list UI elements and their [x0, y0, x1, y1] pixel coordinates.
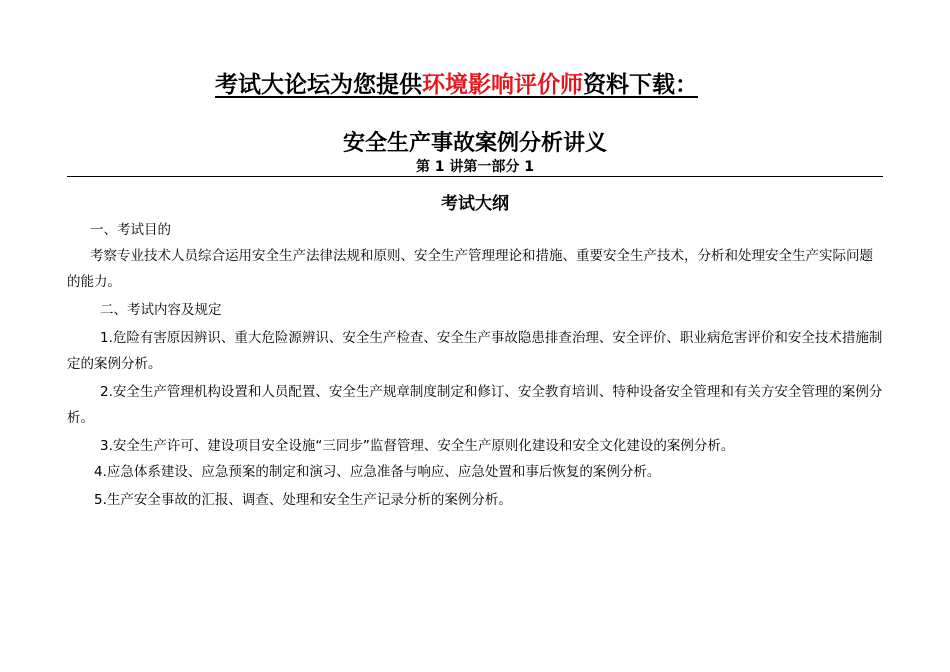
list-item-2: 2.安全生产管理机构设置和人员配置、安全生产规章制度制定和修订、安全教育培训、特种设备安全管理和有关方安全管理的案例分析。: [67, 384, 883, 426]
banner-suffix: 资料下载：: [583, 71, 698, 98]
document-subtitle: 第 1 讲第一部分 1: [415, 159, 535, 175]
banner-prefix: 考试大论坛为您提供: [215, 71, 422, 98]
list-item-1: 1.危险有害原因辨识、重大危险源辨识、安全生产检查、安全生产事故隐患排查治理、安全评价、职业病危害评价和安全技术措施制定的案例分析。: [67, 330, 883, 372]
download-banner[interactable]: [215, 66, 698, 99]
header-divider: [67, 176, 883, 177]
list-item-4: 4.应急体系建设、应急预案的制定和演习、应急准备与响应、应急处置和事后恢复的案例分析。: [94, 464, 661, 480]
paragraph-exam-purpose: 考察专业技术人员综合运用安全生产法律法规和原则、安全生产管理理论和措施、重要安全生产技术，分析和处理安全生产实际问题的能力。: [67, 248, 873, 290]
list-item-3: 3.安全生产许可、建设项目安全设施“三同步”监督管理、安全生产原则化建设和安全文化建设的案例分析。: [100, 438, 735, 454]
list-item-5: 5.生产安全事故的汇报、调查、处理和安全生产记录分析的案例分析。: [94, 492, 512, 508]
document-title: 安全生产事故案例分析讲义: [342, 130, 607, 156]
section-title: 考试大纲: [441, 194, 509, 214]
banner-highlight: 环境影响评价师: [422, 71, 583, 98]
heading-exam-content: 二、考试内容及规定: [100, 302, 222, 318]
heading-exam-purpose: 一、考试目的: [90, 222, 171, 238]
